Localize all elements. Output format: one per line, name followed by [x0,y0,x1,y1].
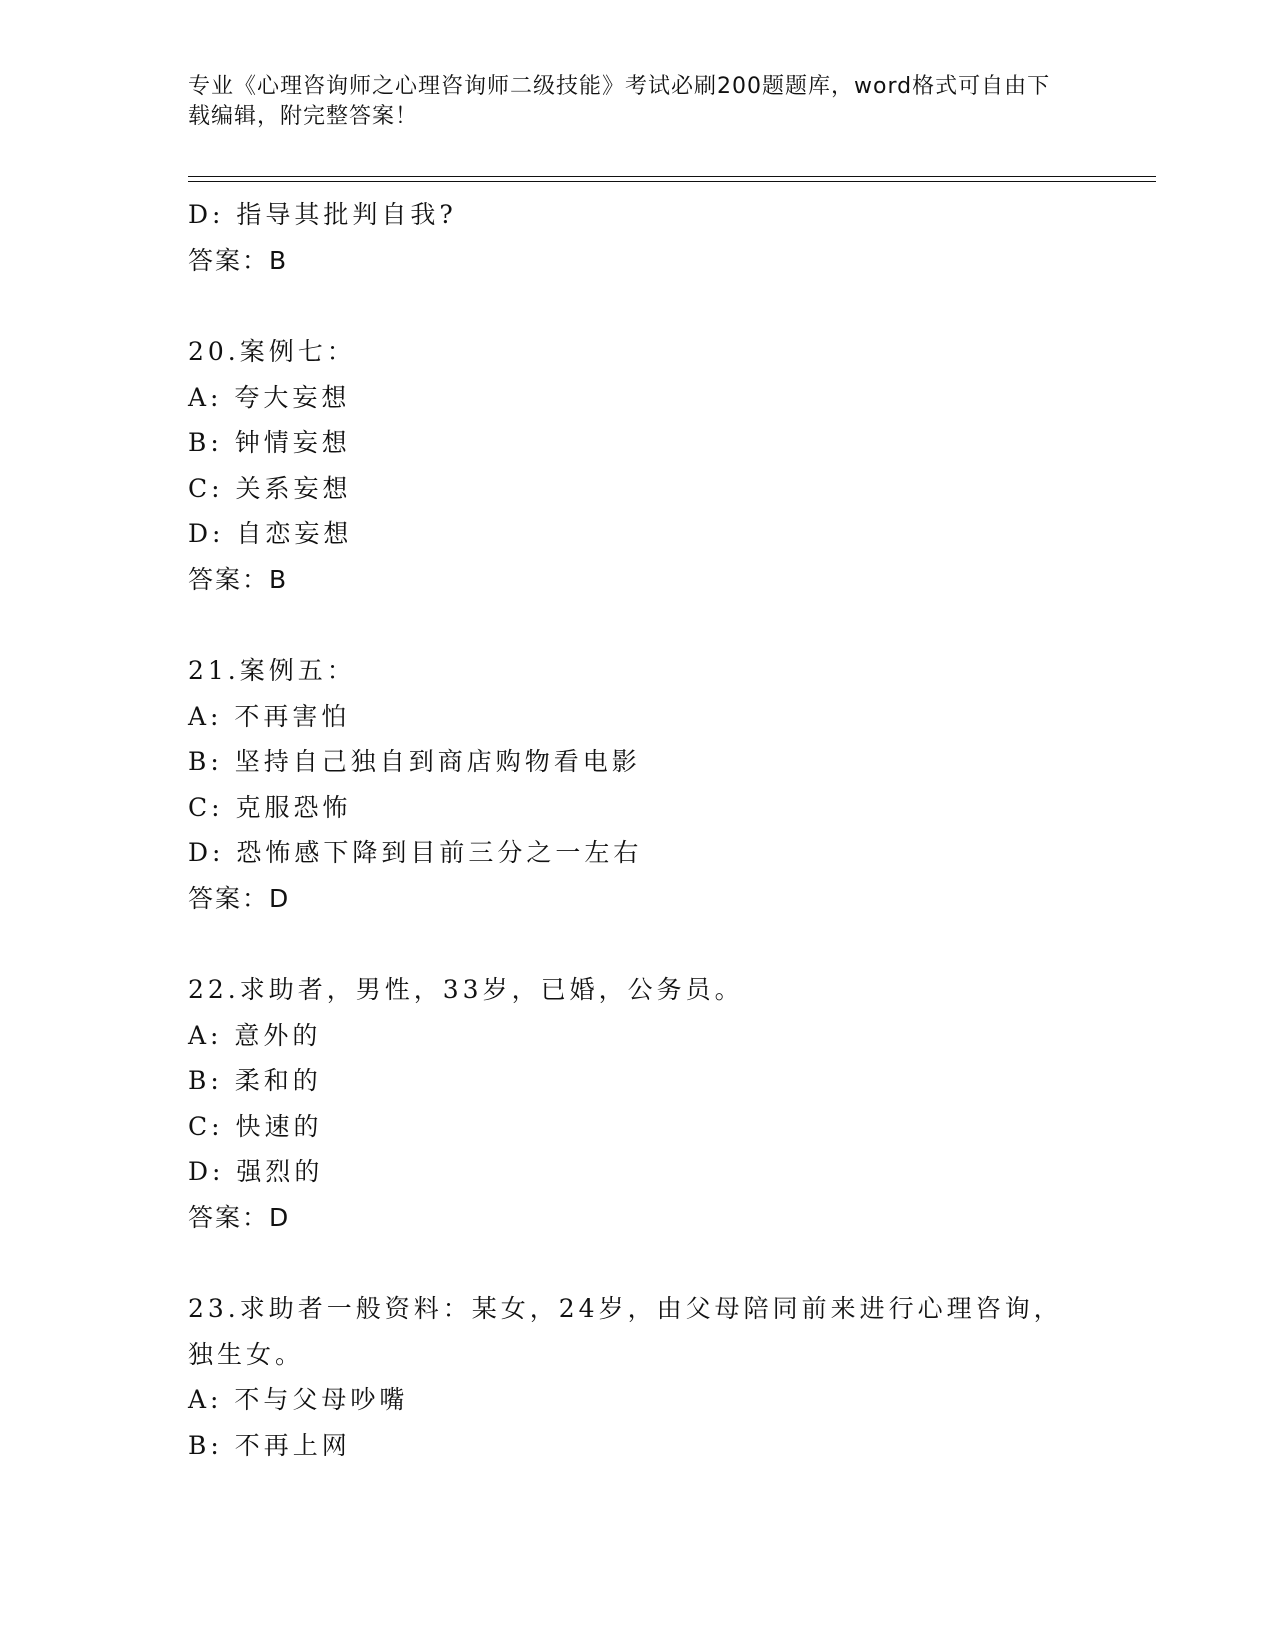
option-b: B: 坚持自己独自到商店购物看电影 [188,747,641,776]
option-d: D: 强烈的 [188,1157,324,1186]
answer: 答案：B [188,564,289,594]
option-c: C: 快速的 [188,1111,323,1141]
option-c: C: 克服恐怖 [188,792,352,822]
question-list [188,192,1128,1468]
header-rule-bottom [188,181,1156,182]
question-stem: 20.案例七： [188,337,356,366]
option-b: B: 钟情妄想 [188,428,351,457]
option-a: A: 意外的 [188,1020,322,1050]
option-c: C: 关系妄想 [188,473,352,503]
document-header: 专业《心理咨询师之心理咨询师二级技能》考试必刷200题题库，word格式可自由下载编辑，附完整答案！ [188,74,1051,129]
option-a: A: 不与父母吵嘴 [188,1385,409,1414]
option-b: B: 不再上网 [188,1430,351,1460]
header-rule-top [188,176,1156,177]
option-d: D: 自恋妄想 [188,519,353,548]
answer: 答案：D [188,1202,291,1232]
option-d: D: 指导其批判自我? [188,200,457,229]
option-b: B: 柔和的 [188,1066,322,1095]
question-stem: 21.案例五： [188,656,356,685]
answer: 答案：B [188,245,289,275]
answer: 答案：D [188,883,291,913]
question-stem: 22.求助者，男性，33岁，已婚，公务员。 [188,975,744,1004]
option-a: A: 不再害怕 [188,701,351,731]
option-a: A: 夸大妄想 [188,382,351,412]
option-d: D: 恐怖感下降到目前三分之一左右 [188,838,643,867]
question-stem: 23.求助者一般资料：某女，24岁，由父母陪同前来进行心理咨询，独生女。 [188,1294,1063,1369]
